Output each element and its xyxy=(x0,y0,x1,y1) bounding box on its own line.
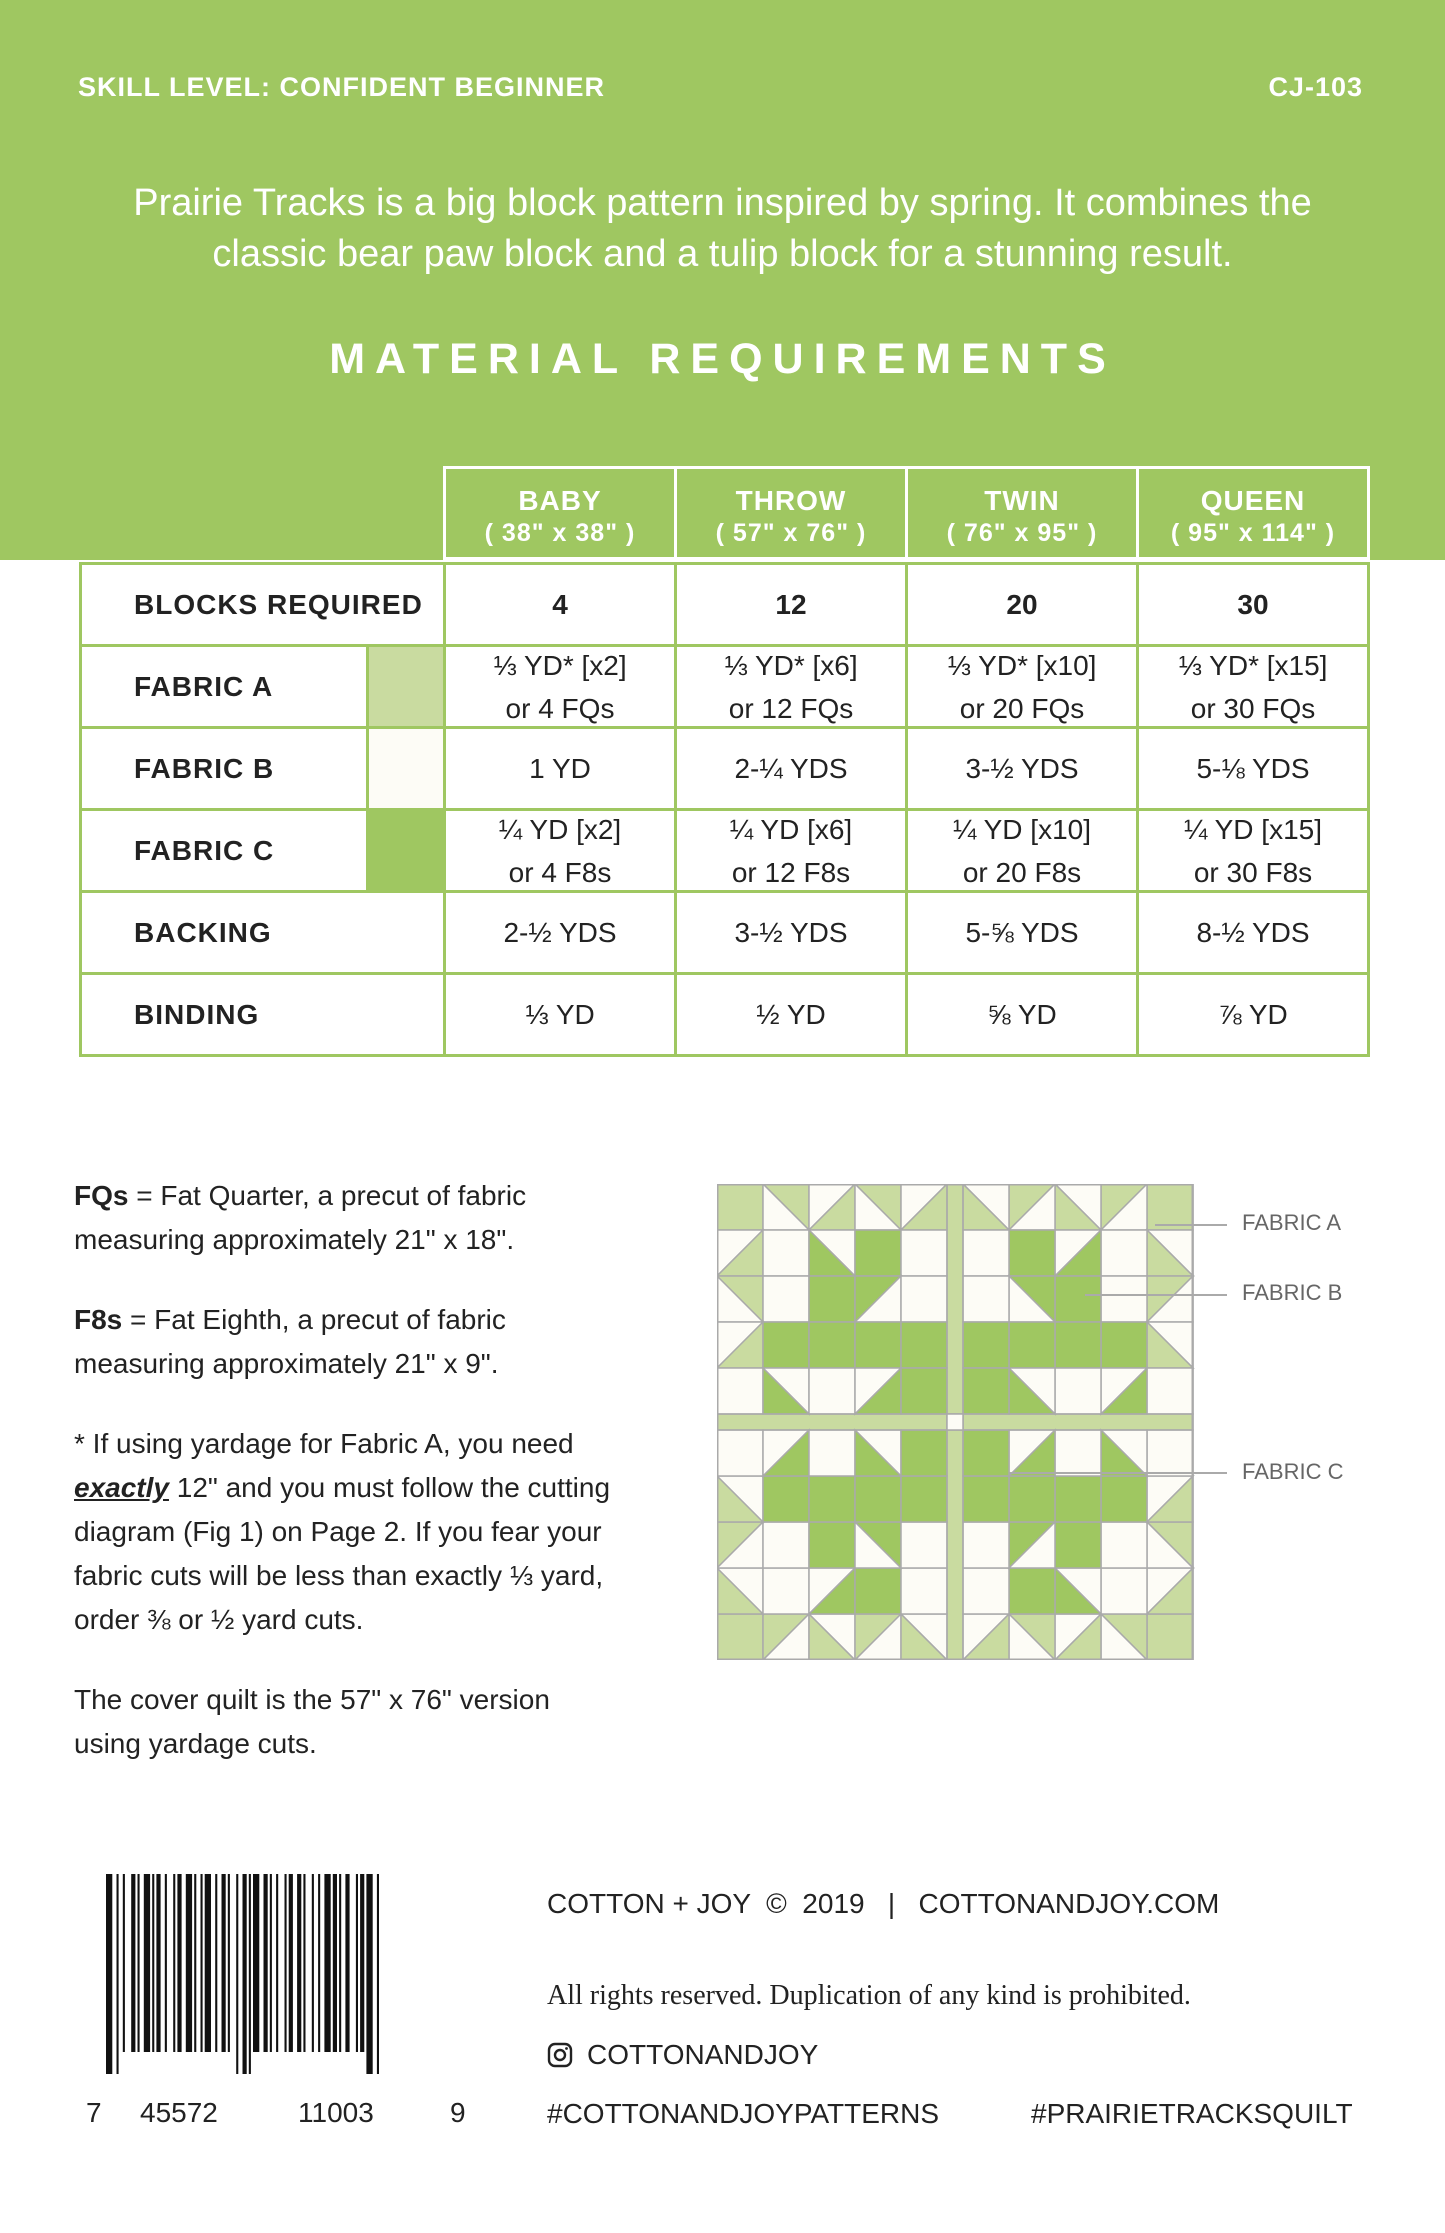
note-yardage-line: * If using yardage for Fabric A, you need xyxy=(74,1428,574,1459)
col-name: TWIN xyxy=(984,485,1060,516)
barcode-bar xyxy=(194,1874,196,2052)
note-cover-line: using yardage cuts. xyxy=(74,1728,317,1759)
cell-value: 5-⅛ YDS xyxy=(1196,753,1310,784)
quilt-square xyxy=(1055,1430,1101,1476)
cell-value: 2-½ YDS xyxy=(503,917,617,948)
cell-line: ¼ YD [x2] xyxy=(498,813,622,845)
col-header-baby xyxy=(443,466,677,560)
quilt-square xyxy=(855,1230,901,1276)
cell-value: 3-½ YDS xyxy=(734,917,848,948)
hashtag-quilt: #PRAIRIETRACKSQUILT xyxy=(1031,2098,1353,2129)
cell-line: ⅓ YD* [x6] xyxy=(724,649,858,681)
cell-value: 5-⅝ YDS xyxy=(965,917,1079,948)
pattern-code: CJ-103 xyxy=(1268,72,1363,102)
intro-text xyxy=(120,178,1325,280)
cell-value: 3-½ YDS xyxy=(965,753,1079,784)
quilt-square xyxy=(901,1430,947,1476)
quilt-square xyxy=(1055,1322,1101,1368)
barcode-bar xyxy=(360,1874,364,2052)
barcode-bar xyxy=(156,1874,160,2052)
table-cell xyxy=(677,811,905,890)
quilt-square xyxy=(963,1230,1009,1276)
cell-line: or 12 F8s xyxy=(731,856,851,888)
note-yardage xyxy=(74,1422,639,1642)
note-fq xyxy=(74,1174,639,1262)
col-name: QUEEN xyxy=(1200,485,1306,516)
barcode-bar xyxy=(297,1874,301,2052)
barcode-bar xyxy=(106,1874,112,2074)
quilt-square xyxy=(1055,1276,1101,1322)
quilt-square xyxy=(763,1230,809,1276)
quilt-square xyxy=(1055,1522,1101,1568)
intro-line-2: classic bear paw block and a tulip block for a stunning result. xyxy=(212,233,1233,275)
barcode xyxy=(100,1874,480,2074)
quilt-square xyxy=(1055,1368,1101,1414)
barcode-bar xyxy=(173,1874,175,2052)
quilt-square xyxy=(763,1568,809,1614)
barcode-bar xyxy=(249,1874,251,2074)
quilt-square xyxy=(717,1368,763,1414)
barcode-bar xyxy=(366,1874,372,2074)
quilt-square xyxy=(1147,1430,1193,1476)
table-line xyxy=(1367,562,1370,1057)
instagram-handle xyxy=(547,2039,818,2071)
table-cell xyxy=(446,565,674,644)
row-label: FABRIC A xyxy=(134,670,274,702)
table-cell xyxy=(677,729,905,808)
row-label: FABRIC B xyxy=(134,752,275,784)
quilt-square xyxy=(963,1522,1009,1568)
cell-value: 4 xyxy=(552,589,568,620)
table-cell xyxy=(677,893,905,972)
barcode-bar xyxy=(152,1874,154,2052)
cell-line: ¼ YD [x10] xyxy=(952,813,1091,845)
table-cell xyxy=(908,811,1136,890)
cell-line: or 12 FQs xyxy=(728,692,854,724)
barcode-bar xyxy=(243,1874,247,2074)
table-cell xyxy=(1139,811,1367,890)
col-size: ( 95" x 114" ) xyxy=(1170,519,1336,547)
table-cell xyxy=(908,565,1136,644)
note-text: 12" and you must follow the cutting xyxy=(168,1472,611,1503)
col-size: ( 38" x 38" ) xyxy=(484,519,636,547)
col-size: ( 57" x 76" ) xyxy=(715,519,867,547)
quilt-square xyxy=(901,1230,947,1276)
quilt-square xyxy=(901,1368,947,1414)
quilt-square xyxy=(1101,1276,1147,1322)
note-text: = Fat Eighth, a precut of fabric xyxy=(122,1304,506,1335)
quilt-square xyxy=(1101,1322,1147,1368)
barcode-bar xyxy=(253,1874,259,2052)
quilt-pieces xyxy=(717,1184,1193,1660)
cell-line: ⅓ YD* [x2] xyxy=(493,649,627,681)
cell-line: or 30 F8s xyxy=(1193,856,1313,888)
hashtag-brand: #COTTONANDJOYPATTERNS xyxy=(547,2098,940,2129)
cell-value: 2-¼ YDS xyxy=(734,753,848,784)
quilt-square xyxy=(809,1276,855,1322)
cell-line: or 30 FQs xyxy=(1190,692,1316,724)
section-title: MATERIAL REQUIREMENTS xyxy=(329,335,1116,383)
quilt-square xyxy=(963,1476,1009,1522)
quilt-square xyxy=(1147,1614,1193,1660)
quilt-square xyxy=(717,1184,763,1230)
label-fabric-c: FABRIC C xyxy=(1242,1459,1344,1484)
table-line xyxy=(366,644,369,890)
barcode-bar xyxy=(131,1874,135,2052)
cell-value: ⅓ YD xyxy=(525,999,595,1030)
barcode-bar xyxy=(222,1874,226,2052)
col-header-throw xyxy=(674,466,908,560)
quilt-square xyxy=(1101,1230,1147,1276)
note-yardage-line xyxy=(74,1466,639,1510)
quilt-square xyxy=(855,1476,901,1522)
table-cell xyxy=(908,729,1136,808)
barcode-bar xyxy=(333,1874,337,2052)
quilt-square xyxy=(763,1322,809,1368)
quilt-square xyxy=(763,1476,809,1522)
instagram-icon xyxy=(547,2042,573,2068)
note-term: F8s xyxy=(74,1304,123,1335)
quilt-square xyxy=(1101,1568,1147,1614)
rights-text: All rights reserved. Duplication of any kind is prohibited. xyxy=(547,1980,1191,2011)
quilt-square xyxy=(1009,1476,1055,1522)
table-cell xyxy=(446,729,674,808)
barcode-bar xyxy=(144,1874,150,2052)
table-cell xyxy=(677,647,905,726)
barcode-bar xyxy=(123,1874,125,2052)
quilt-square xyxy=(1101,1476,1147,1522)
quilt-square xyxy=(1101,1522,1147,1568)
callout-line xyxy=(1085,1294,1227,1296)
quilt-square xyxy=(717,1614,763,1660)
barcode-bar xyxy=(318,1874,320,2052)
quilt-square xyxy=(963,1430,1009,1476)
col-name: THROW xyxy=(735,485,847,516)
barcode-bar xyxy=(165,1874,167,2052)
barcode-digit: 45572 xyxy=(140,2097,218,2128)
quilt-square xyxy=(809,1368,855,1414)
barcode-bar xyxy=(264,1874,268,2052)
barcode-bar xyxy=(377,1874,379,2074)
cell-line: or 20 FQs xyxy=(959,692,1085,724)
cell-value: 8-½ YDS xyxy=(1196,917,1310,948)
cell-value: ½ YD xyxy=(756,999,826,1030)
callout-line xyxy=(1155,1224,1227,1226)
note-text: = Fat Quarter, a precut of fabric xyxy=(128,1180,527,1211)
quilt-square xyxy=(963,1322,1009,1368)
note-yardage-line: order ⅜ or ½ yard cuts. xyxy=(74,1604,364,1635)
cell-value: 12 xyxy=(775,589,807,620)
note-cover xyxy=(74,1678,639,1766)
note-term: FQs xyxy=(74,1180,129,1211)
cell-line: or 4 FQs xyxy=(505,692,615,724)
barcode-bar xyxy=(289,1874,293,2052)
barcode-bar xyxy=(215,1874,217,2052)
col-header-queen xyxy=(1136,466,1370,560)
note-f8 xyxy=(74,1298,639,1386)
note-fq-line-1 xyxy=(74,1174,639,1218)
cell-line: or 4 F8s xyxy=(508,856,612,888)
barcode-bar xyxy=(201,1874,203,2052)
barcode-bar xyxy=(276,1874,278,2052)
cell-value: 1 YD xyxy=(529,753,591,784)
note-f8-line-2: measuring approximately 21" x 9". xyxy=(74,1348,499,1379)
barcode-bar xyxy=(345,1874,349,2052)
barcode-bar xyxy=(138,1874,140,2052)
cell-line: ⅓ YD* [x10] xyxy=(947,649,1097,681)
quilt-square xyxy=(809,1476,855,1522)
cell-line: or 20 F8s xyxy=(962,856,1082,888)
barcode-bars xyxy=(106,1874,379,2074)
cell-line: ¼ YD [x15] xyxy=(1183,813,1322,845)
callout-line xyxy=(1009,1472,1227,1474)
quilt-square xyxy=(1147,1368,1193,1414)
table-cell xyxy=(908,647,1136,726)
intro-line-1: Prairie Tracks is a big block pattern inspired by spring. It combines the xyxy=(133,182,1312,224)
note-yardage-line: diagram (Fig 1) on Page 2. If you fear your xyxy=(74,1516,602,1547)
barcode-bar xyxy=(303,1874,305,2052)
cell-line: ¼ YD [x6] xyxy=(729,813,853,845)
cell-value: 30 xyxy=(1237,589,1269,620)
quilt-square xyxy=(809,1522,855,1568)
table-cell xyxy=(446,811,674,890)
quilt-square xyxy=(1055,1476,1101,1522)
barcode-bar xyxy=(117,1874,119,2074)
barcode-bar xyxy=(177,1874,181,2052)
barcode-bar xyxy=(324,1874,330,2052)
table-cell xyxy=(677,565,905,644)
copyright-line: COTTON + JOY © 2019 | COTTONANDJOY.COM xyxy=(547,1888,1220,1919)
table-cell xyxy=(677,975,905,1054)
note-yardage-line: fabric cuts will be less than exactly ⅓ yard, xyxy=(74,1560,604,1591)
barcode-bar xyxy=(186,1874,192,2052)
note-cover-line: The cover quilt is the 57" x 76" version xyxy=(74,1684,550,1715)
quilt-square xyxy=(963,1568,1009,1614)
barcode-bar xyxy=(236,1874,238,2074)
barcode-bar xyxy=(228,1874,230,2052)
fabric-a-swatch xyxy=(367,646,445,728)
table-cell xyxy=(908,893,1136,972)
barcode-bar xyxy=(339,1874,341,2052)
quilt-square xyxy=(1009,1568,1055,1614)
barcode-bar xyxy=(312,1874,314,2052)
quilt-square xyxy=(763,1522,809,1568)
quilt-square xyxy=(855,1568,901,1614)
table-cell xyxy=(446,893,674,972)
table-cell xyxy=(446,975,674,1054)
quilt-square xyxy=(901,1476,947,1522)
quilt-square xyxy=(717,1430,763,1476)
table-line xyxy=(79,1054,1370,1057)
barcode-digit: 7 xyxy=(86,2097,102,2128)
barcode-bar xyxy=(285,1874,287,2052)
table-cell xyxy=(1139,975,1367,1054)
row-label: BLOCKS REQUIRED xyxy=(134,588,423,620)
note-f8-line-1 xyxy=(74,1298,639,1342)
quilt-square xyxy=(901,1276,947,1322)
table-cell xyxy=(908,975,1136,1054)
note-emphasis: exactly xyxy=(74,1472,169,1503)
table-cell xyxy=(1139,729,1367,808)
barcode-bar xyxy=(356,1874,358,2052)
row-label: BINDING xyxy=(134,998,260,1030)
quilt-square xyxy=(963,1368,1009,1414)
quilt-square xyxy=(1009,1322,1055,1368)
table-cell xyxy=(1139,647,1367,726)
label-fabric-a: FABRIC A xyxy=(1242,1210,1342,1235)
quilt-square xyxy=(1009,1230,1055,1276)
quilt-square xyxy=(809,1430,855,1476)
barcode-digit: 11003 xyxy=(298,2097,374,2128)
col-name: BABY xyxy=(518,485,602,516)
quilt-block-diagram xyxy=(717,1184,1195,1660)
cell-value: 20 xyxy=(1006,589,1038,620)
row-label: FABRIC C xyxy=(134,834,275,866)
barcode-bar xyxy=(270,1874,272,2052)
note-fq-line-2: measuring approximately 21" x 18". xyxy=(74,1224,515,1255)
table-cell xyxy=(1139,893,1367,972)
col-header-twin xyxy=(905,466,1139,560)
col-size: ( 76" x 95" ) xyxy=(946,519,1098,547)
fabric-b-swatch xyxy=(367,728,445,810)
quilt-square xyxy=(901,1522,947,1568)
barcode-bar xyxy=(205,1874,211,2052)
label-fabric-b: FABRIC B xyxy=(1242,1280,1343,1305)
quilt-square xyxy=(855,1322,901,1368)
row-label: BACKING xyxy=(134,916,272,948)
quilt-square xyxy=(963,1276,1009,1322)
cell-value: ⅞ YD xyxy=(1218,999,1288,1030)
fabric-c-swatch xyxy=(367,810,445,892)
barcode-digit: 9 xyxy=(450,2097,466,2128)
quilt-square xyxy=(809,1322,855,1368)
quilt-square xyxy=(901,1322,947,1368)
table-cell xyxy=(446,647,674,726)
cell-line: ⅓ YD* [x15] xyxy=(1178,649,1328,681)
table-cell xyxy=(1139,565,1367,644)
cell-value: ⅝ YD xyxy=(987,999,1057,1030)
quilt-cornerstone xyxy=(947,1414,963,1430)
skill-level: SKILL LEVEL: CONFIDENT BEGINNER xyxy=(78,72,606,102)
quilt-square xyxy=(901,1568,947,1614)
quilt-square xyxy=(763,1276,809,1322)
instagram-text: COTTONANDJOY xyxy=(587,2039,819,2070)
